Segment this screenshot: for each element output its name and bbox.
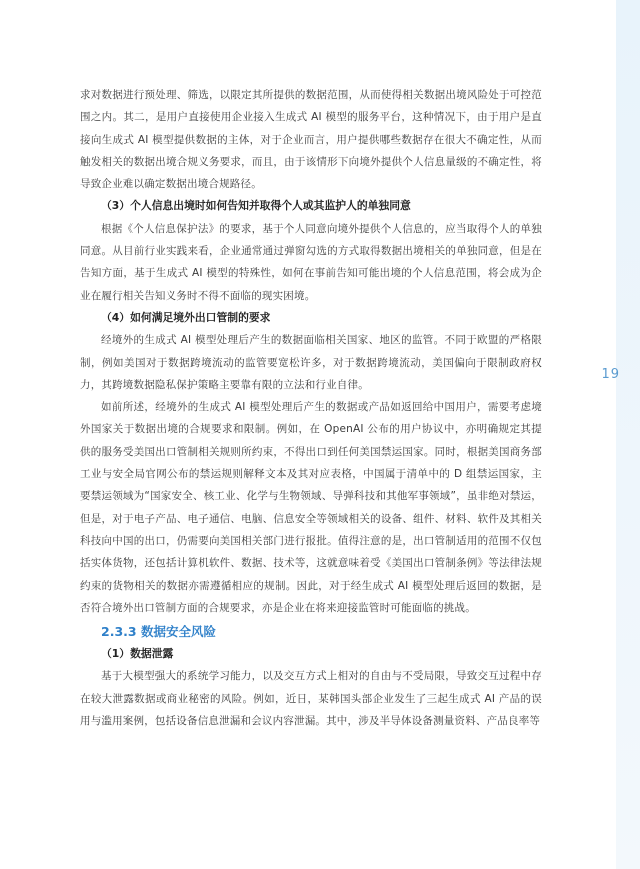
paragraph-5: 基于大模型强大的系统学习能力，以及交互方式上相对的自由与不受局限，导致交互过程中存在较大泄露数据或商业秘密的风险。例如，近日，某韩国头部企业发生了三起生成式 AI 产品的误用与滥用案例，包括设备信息泄漏和会议内容泄漏。其中，涉及半导体设备测量资料、产品良率等 <box>80 670 542 728</box>
paragraph-3: 经境外的生成式 AI 模型处理后产生的数据面临相关国家、地区的监管。不同于欧盟的严格限制，例如美国对于数据跨境流动的监管要宽松许多，对于数据跨境流动，美国偏向于限制政府权力，其跨境数据隐私保护策略主要靠有限的立法和行业自律。 <box>80 334 542 391</box>
subheading-4: （4）如何满足境外出口管制的要求 <box>101 310 271 324</box>
paragraph-1: 求对数据进行预处理、筛选，以限定其所提供的数据范围，从而使得相关数据出境风险处于可控范围之内。其二，是用户直接使用企业接入生成式 AI 模型的服务平台，这种情况下，由于用户是直接向生成式 AI 模型提供数据的主体，对于企业而言，用户提供哪些数据存在很大不确定性，从而触发相关的数据出境合规义务要求，而且，由于该情形下向境外提供个人信息量级的不确定性，将导致企业难以确定数据出境合规路径。 <box>80 89 542 191</box>
page-number: 19 <box>601 367 620 382</box>
page-edge-band <box>616 0 640 869</box>
subheading-1: （1）数据泄露 <box>101 647 174 661</box>
paragraph-2: 根据《个人信息保护法》的要求，基于个人同意向境外提供个人信息的，应当取得个人的单独同意。从目前行业实践来看，企业通常通过弹窗勾选的方式取得数据出境相关的单独同意，但是在告知方面，基于生成式 AI 模型的特殊性，如何在事前告知可能出境的个人信息范围，将会成为企业在履行相关告知义务时不得不面临的现实困境。 <box>80 222 542 302</box>
paragraph-4: 如前所述，经境外的生成式 AI 模型处理后产生的数据或产品如返回给中国用户，需要考虑境外国家关于数据出境的合规要求和限制。例如，在 OpenAI 公布的用户协议中，亦明确规定其提供的服务受美国出口管制相关规则所约束，不得出口到任何美国禁运国家。同时，根据美国商务部工业与安全局官网公布的禁运规则解释文本及其对应表格，中国属于清单中的 D 组禁运国家，主要禁运领域为“国家安全、核工业、化学与生物领域、导弹科技和其他军事领域”，虽非绝对禁运，但是，对于电子产品、电子通信、电脑、信息安全等领域相关的设备、组件、材料、软件及其相关科技向中国的出口，仍需要向美国相关部门进行报批。值得注意的是，出口管制适用的范围不仅包括实体货物，还包括计算机软件、数据、技术等，这就意味着受《美国出口管制条例》等法律法规约束的货物相关的数据亦需遵循相应的规制。因此，对于经生成式 AI 模型处理后返回的数据，是否符合境外出口管制方面的合规要求，亦是企业在将来迎接监管时可能面临的挑战。 <box>80 401 542 614</box>
section-heading: 2.3.3 数据安全风险 <box>101 624 216 640</box>
document-body <box>80 84 542 732</box>
subheading-3: （3）个人信息出境时如何告知并取得个人或其监护人的单独同意 <box>101 199 411 213</box>
